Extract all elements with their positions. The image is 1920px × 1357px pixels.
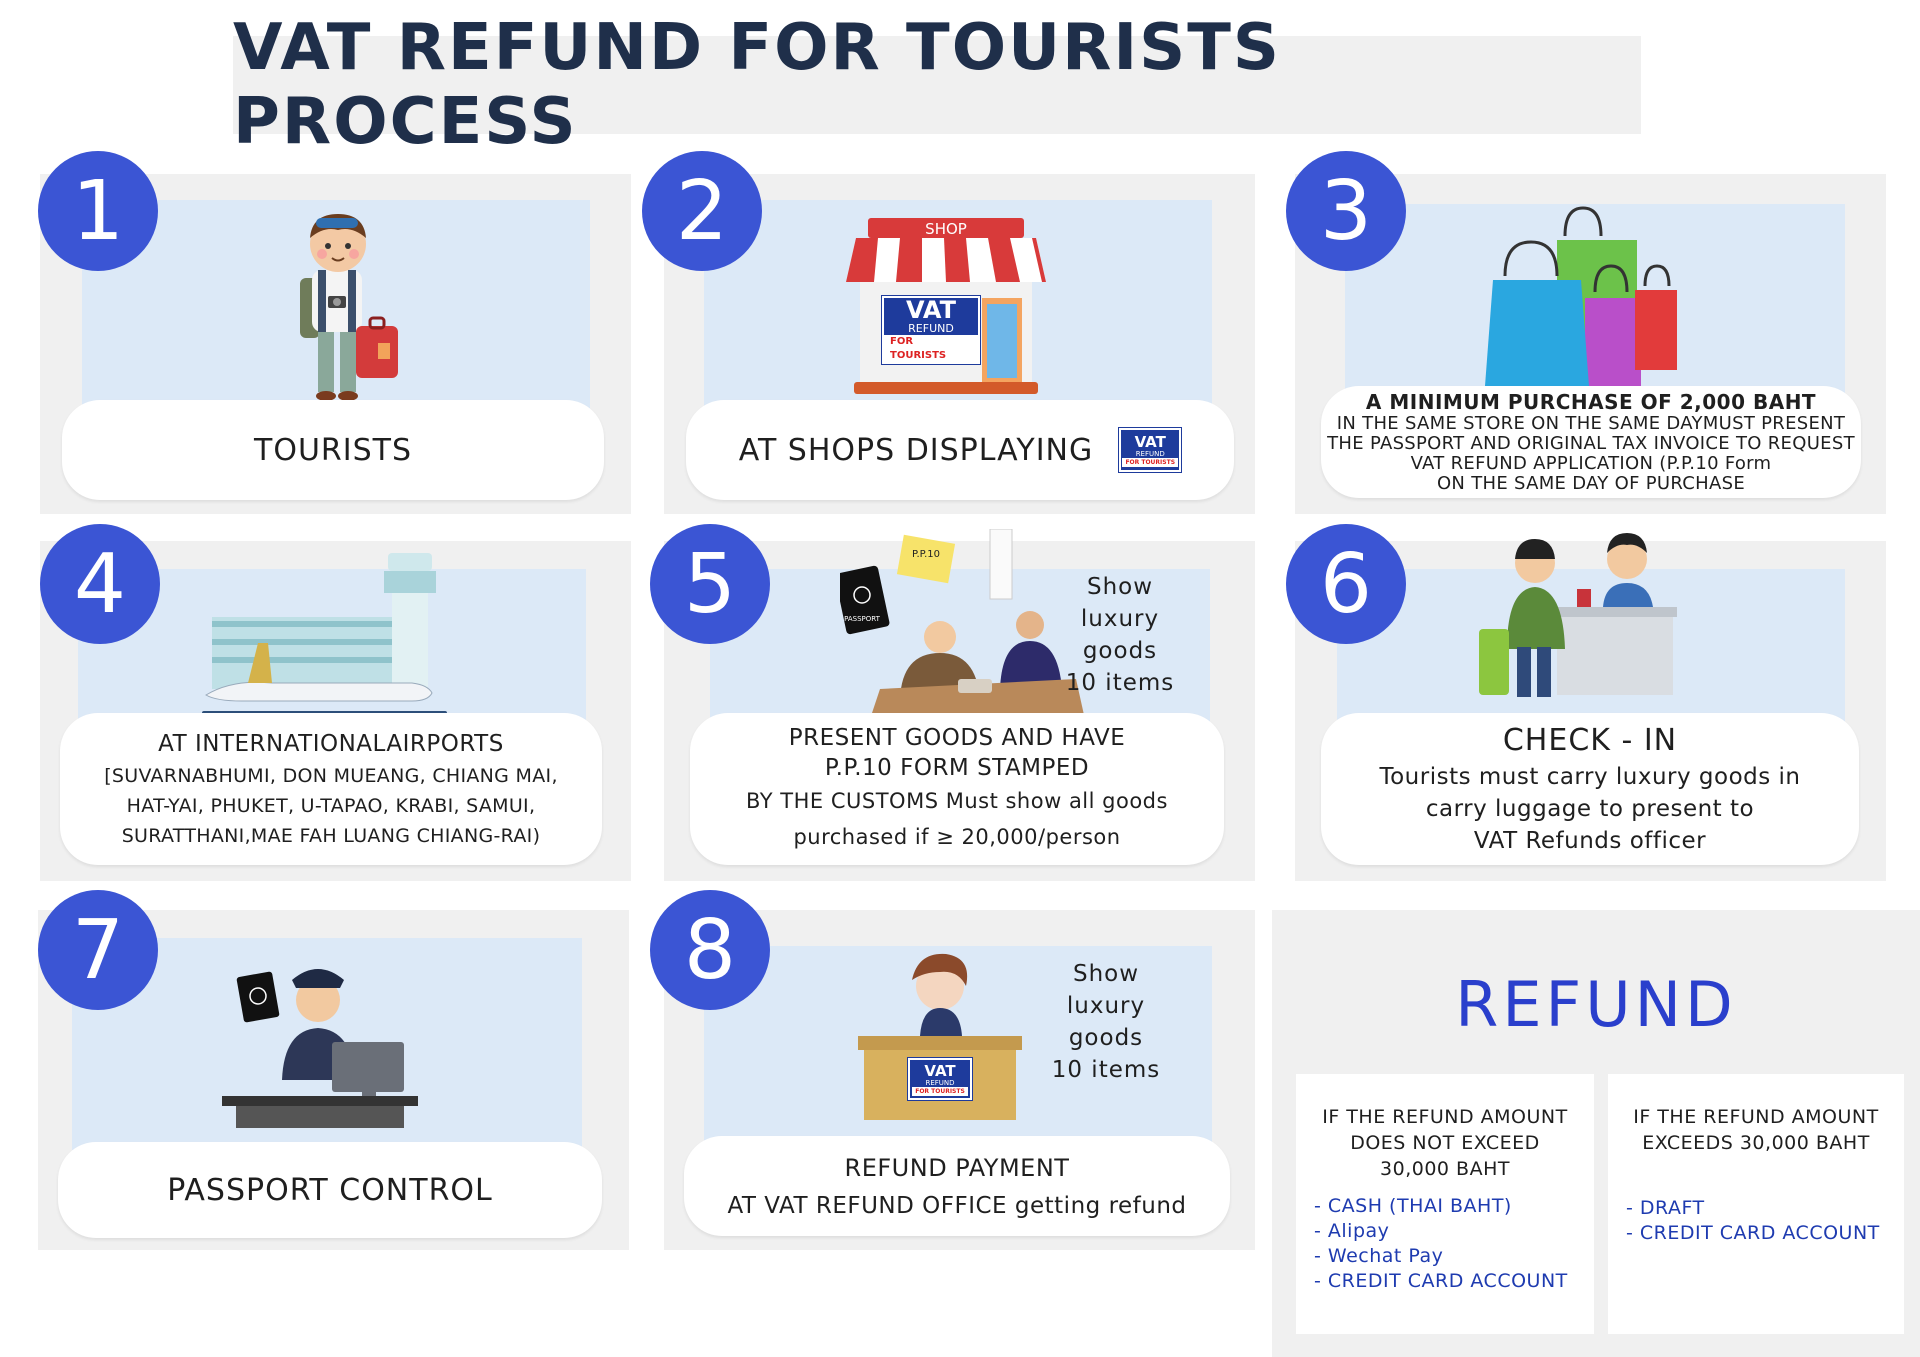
step-4-label [60, 713, 602, 865]
desk-vat-badge-line3: FOR TOURISTS [912, 1087, 968, 1096]
refund-option-a-item: - CREDIT CARD ACCOUNT [1314, 1270, 1568, 1292]
step-3-picture-panel [1345, 204, 1845, 416]
step-2-picture-panel [704, 200, 1212, 412]
desk-vat-badge [908, 1058, 972, 1100]
refund-option-over-30000 [1608, 1074, 1904, 1334]
shop-vat-badge [882, 296, 980, 364]
step-6-number: 6 [1286, 524, 1406, 644]
label-vat-badge-line2: REFUND [1135, 449, 1165, 458]
step-1-number: 1 [38, 151, 158, 271]
shopping-bags-icon [1485, 206, 1705, 406]
step-3-title: A MINIMUM PURCHASE OF 2,000 BAHT [1365, 390, 1817, 414]
step-5-label [690, 713, 1224, 865]
step-5-line-2: purchased if ≥ 20,000/person [793, 825, 1121, 849]
step-8-show-line-3: 10 items [1051, 1057, 1161, 1083]
step-6-title: CHECK - IN [1502, 723, 1678, 758]
refund-option-under-30000 [1296, 1074, 1594, 1334]
shop-vat-badge-line2: REFUND [908, 322, 954, 335]
step-6-line-1: Tourists must carry luxury goods in [1379, 764, 1801, 790]
step-8-show-note [1026, 958, 1186, 1086]
step-8-title: REFUND PAYMENT [844, 1154, 1070, 1182]
shop-vat-badge-line1: VAT [905, 296, 957, 324]
step-5-show-line-3: 10 items [1065, 670, 1175, 696]
step-3-line-3: VAT REFUND APPLICATION (P.P.10 Form [1410, 453, 1772, 474]
step-3-line-4: ON THE SAME DAY OF PURCHASE [1436, 473, 1746, 494]
refund-option-b-header-2: EXCEEDS 30,000 BAHT [1642, 1132, 1870, 1154]
step-8-line-1: AT VAT REFUND OFFICE getting refund [727, 1193, 1187, 1219]
step-8-picture-panel [704, 946, 1212, 1146]
step-5-show-line-2: luxury goods [1080, 606, 1160, 664]
step-5-show-line-1: Show [1086, 574, 1154, 600]
step-2-title: AT SHOPS DISPLAYING [738, 432, 1094, 468]
pp10-text: P.P.10 [911, 549, 941, 560]
step-7-number: 7 [38, 890, 158, 1010]
step-7-label [58, 1142, 602, 1238]
step-4-line-2: HAT-YAI, PHUKET, U-TAPAO, KRABI, SAMUI, [126, 795, 536, 817]
page-title: VAT REFUND FOR TOURISTS PROCESS [233, 11, 1281, 159]
step-1-label [62, 400, 604, 500]
refund-option-a-item: - Alipay [1314, 1220, 1390, 1242]
refund-option-a-header-3: 30,000 BAHT [1380, 1158, 1510, 1180]
refund-option-a-header-1: IF THE REFUND AMOUNT [1322, 1106, 1568, 1128]
refund-option-a-list [1296, 1194, 1594, 1294]
step-6-line-3: VAT Refunds officer [1473, 828, 1707, 854]
step-3-label [1321, 386, 1861, 498]
shop-sign-text: SHOP [925, 220, 967, 238]
refund-option-b-item: - DRAFT [1626, 1197, 1705, 1219]
desk-vat-badge-line1: VAT [924, 1061, 956, 1080]
step-4-title: AT INTERNATIONALAIRPORTS [158, 731, 504, 757]
step-3-number: 3 [1286, 151, 1406, 271]
step-4-line-3: SURATTHANI,MAE FAH LUANG CHIANG-RAI) [121, 825, 541, 847]
refund-panel [1272, 910, 1920, 1357]
refund-option-a-item: - CASH (THAI BAHT) [1314, 1195, 1512, 1217]
step-1-picture-panel [82, 200, 590, 412]
passport-control-officer-icon [222, 950, 422, 1130]
step-2-number: 2 [642, 151, 762, 271]
refund-option-a-item: - Wechat Pay [1314, 1245, 1444, 1267]
step-3-line-1: IN THE SAME STORE ON THE SAME DAYMUST PRESENT [1336, 413, 1846, 434]
step-5-show-note [1040, 571, 1200, 699]
check-in-counter-icon [1477, 529, 1677, 704]
step-3-line-2: THE PASSPORT AND ORIGINAL TAX INVOICE TO REQUEST [1327, 433, 1855, 454]
refund-option-b-list [1608, 1196, 1904, 1246]
step-6-line-2: carry luggage to present to [1425, 796, 1755, 822]
step-5-title-line-1: PRESENT GOODS AND HAVE [788, 725, 1126, 751]
label-vat-badge-line3: FOR TOURISTS [1122, 458, 1178, 467]
step-5-line-1: BY THE CUSTOMS Must show all goods [746, 789, 1168, 813]
title-banner [233, 11, 1641, 159]
refund-option-b-item: - CREDIT CARD ACCOUNT [1626, 1222, 1880, 1244]
step-4-line-1: [SUVARNABHUMI, DON MUEANG, CHIANG MAI, [104, 765, 558, 787]
refund-option-a-header-2: DOES NOT EXCEED [1350, 1132, 1540, 1154]
desk-vat-badge-line2: REFUND [925, 1078, 955, 1087]
step-8-show-line-1: Show [1072, 961, 1140, 987]
refund-heading: REFUND [1455, 968, 1737, 1041]
tourist-icon [272, 208, 402, 408]
step-1-title: TOURISTS [254, 432, 412, 468]
step-5-number: 5 [650, 524, 770, 644]
passport-text: PASSPORT [844, 615, 880, 623]
step-8-show-line-2: luxury goods [1066, 993, 1146, 1051]
step-7-title: PASSPORT CONTROL [167, 1172, 493, 1208]
step-2-label [686, 400, 1234, 500]
refund-option-b-header-1: IF THE REFUND AMOUNT [1633, 1106, 1879, 1128]
step-8-label [684, 1136, 1230, 1236]
step-5-title-line-2: P.P.10 FORM STAMPED [824, 755, 1090, 781]
shop-vat-badge-line3: FOR TOURISTS [884, 335, 978, 363]
step-4-number: 4 [40, 524, 160, 644]
label-vat-badge-line1: VAT [1134, 432, 1166, 451]
step-8-number: 8 [650, 890, 770, 1010]
step-6-label [1321, 713, 1859, 865]
label-vat-badge [1119, 428, 1181, 472]
